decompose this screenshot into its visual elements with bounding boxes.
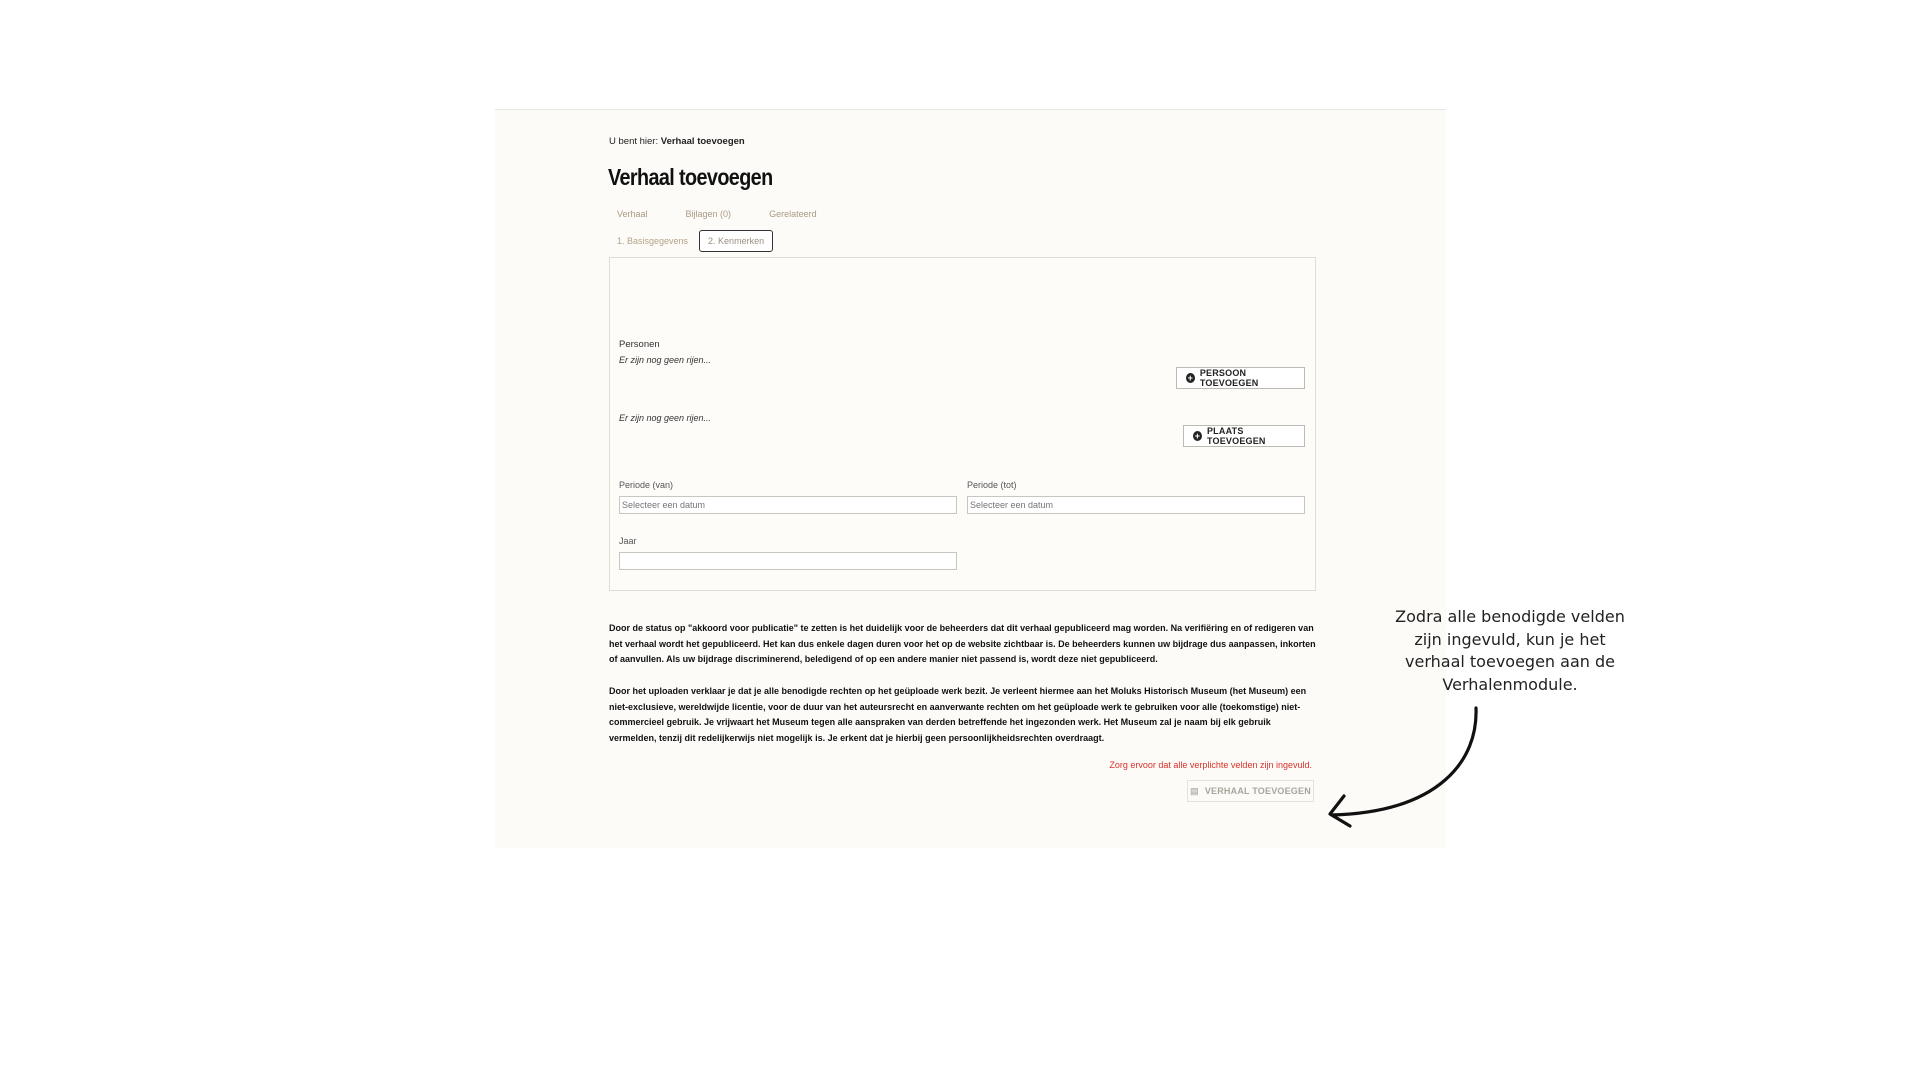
save-icon: ▤ [1190,785,1199,796]
breadcrumb-current[interactable]: Verhaal toevoegen [660,136,745,147]
period-to-label: Periode (tot) [967,480,1017,490]
tab-bijlagen[interactable]: Bijlagen (0) [685,209,732,219]
tab-gerelateerd[interactable]: Gerelateerd [769,209,817,219]
persons-empty-text: Er zijn nog geen rijen... [619,355,712,365]
year-input[interactable] [619,552,957,570]
form-panel [609,257,1316,591]
main-tabs [608,209,846,219]
tab-verhaal[interactable]: Verhaal [617,209,648,219]
period-to-input[interactable] [967,496,1305,514]
breadcrumb [609,136,745,147]
plus-circle-icon: + [1194,431,1201,441]
submit-story-button[interactable] [1187,780,1314,802]
add-place-label: PLAATS TOEVOEGEN [1206,426,1266,446]
add-place-button[interactable] [1183,425,1305,447]
plus-circle-icon: + [1187,373,1194,383]
persons-label: Personen [619,339,660,350]
period-from-label: Periode (van) [619,480,674,490]
page-title: Verhaal toevoegen [608,164,773,190]
step-tab-kenmerken[interactable]: 2. Kenmerken [699,230,773,252]
step-tab-basisgegevens[interactable]: 1. Basisgegevens [617,236,689,246]
publication-disclaimer: Door de status op "akkoord voor publicatie" te zetten is het duidelijk voor de beheerders dat dit verhaal gepubliceerd mag worden. Na verifiëring en of redigeren van het verhaal wordt het gepubliceerd. Het kan dus enkele dagen duren voor het op de website zichtbaar is. De beheerders kunnen uw bijdrage dus aanpassen, inkorten of aanvullen. Als uw bijdrage discriminerend, beledigend of op een andere manier niet passend is, wordt deze niet gepubliceerd. [609,623,1316,664]
step-tabs [608,230,775,252]
annotation-text: Zodra alle benodigde velden zijn ingevuld, kun je het verhaal toevoegen aan de Verhalenmodule. [1395,607,1625,694]
year-label: Jaar [619,536,637,546]
breadcrumb-prefix: U bent hier: [609,136,659,147]
validation-error: Zorg ervoor dat alle verplichte velden zijn ingevuld. [1109,760,1312,770]
places-empty-text: Er zijn nog geen rijen... [619,413,712,423]
submit-story-label: VERHAAL TOEVOEGEN [1204,786,1311,796]
add-person-button[interactable] [1176,367,1305,389]
period-from-input[interactable] [619,496,957,514]
annotation-arrow-icon [1300,700,1500,830]
license-disclaimer: Door het uploaden verklaar je dat je alle benodigde rechten op het geüploade werk bezit. Je verleent hiermee aan het Moluks Historisch Museum (het Museum) een niet-exclusieve, wereldwijde licentie, voor de duur van het auteursrecht en aanverwante rechten om het geüploade werk te gebruiken voor alle (toekomstige) niet-commercieel gebruik. Je vrijwaart het Museum tegen alle aanspraken van derden betreffende het ingezonden werk. Het Museum zal je naam bij elk gebruik vermelden, tenzij dit redelijkerwijs niet mogelijk is. Je erkent dat je hierbij geen persoonlijkheidsrechten overdraagt. [609,686,1307,743]
add-person-label: PERSOON TOEVOEGEN [1199,368,1259,388]
